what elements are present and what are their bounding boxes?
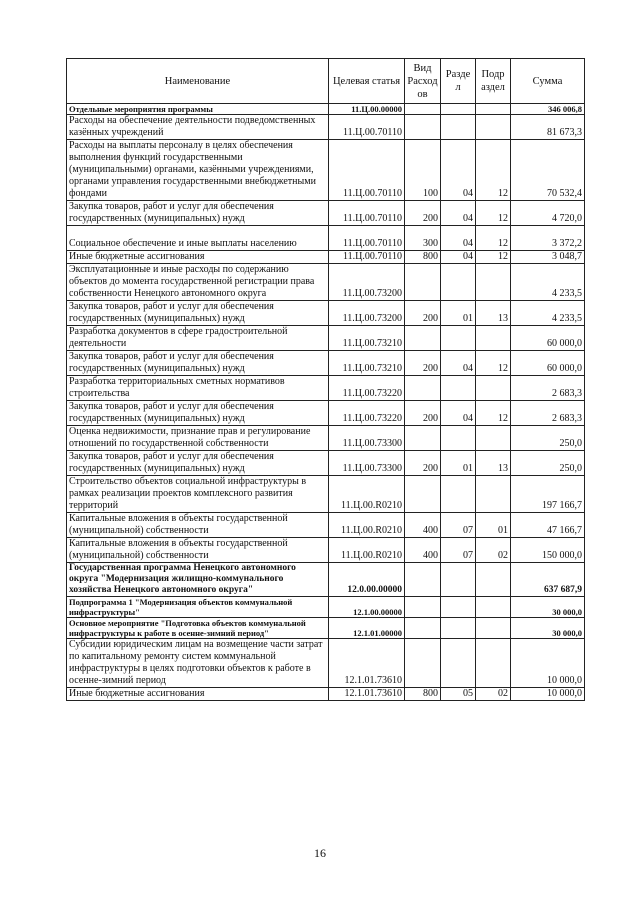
table-row <box>67 301 585 326</box>
row-sum: 250,0 <box>511 426 585 451</box>
row-target: 11.Ц.00.00000 <box>329 104 405 115</box>
row-sum: 4 720,0 <box>511 201 585 226</box>
table-body <box>67 104 585 701</box>
row-section: 01 <box>441 301 476 326</box>
table-row <box>67 426 585 451</box>
row-subsection: 12 <box>476 140 511 201</box>
row-target: 11.Ц.00.R0210 <box>329 476 405 513</box>
row-subsection: 12 <box>476 251 511 264</box>
row-sum: 637 687,9 <box>511 563 585 597</box>
row-sum: 2 683,3 <box>511 401 585 426</box>
table-row <box>67 688 585 701</box>
row-subsection <box>476 563 511 597</box>
row-section <box>441 104 476 115</box>
row-subsection: 02 <box>476 688 511 701</box>
row-expense-type <box>405 563 441 597</box>
row-target: 11.Ц.00.70110 <box>329 251 405 264</box>
row-section <box>441 264 476 301</box>
table-row <box>67 226 585 251</box>
row-name: Закупка товаров, работ и услуг для обеспечения государственных (муниципальных) нужд <box>67 351 329 376</box>
row-target: 11.Ц.00.70110 <box>329 115 405 140</box>
row-expense-type: 400 <box>405 538 441 563</box>
row-subsection: 12 <box>476 226 511 251</box>
table-row <box>67 115 585 140</box>
table-row <box>67 618 585 639</box>
row-subsection <box>476 264 511 301</box>
header-subsection: Подр аздел <box>476 59 511 104</box>
row-sum: 3 048,7 <box>511 251 585 264</box>
row-section: 07 <box>441 513 476 538</box>
row-section <box>441 376 476 401</box>
row-expense-type <box>405 326 441 351</box>
row-sum: 60 000,0 <box>511 326 585 351</box>
row-target: 11.Ц.00.73220 <box>329 376 405 401</box>
row-name: Разработка территориальных сметных нормативов строительства <box>67 376 329 401</box>
row-expense-type <box>405 426 441 451</box>
row-subsection: 13 <box>476 301 511 326</box>
row-name: Закупка товаров, работ и услуг для обеспечения государственных (муниципальных) нужд <box>67 201 329 226</box>
row-subsection <box>476 426 511 451</box>
row-target: 11.Ц.00.70110 <box>329 201 405 226</box>
row-sum: 60 000,0 <box>511 351 585 376</box>
row-expense-type: 100 <box>405 140 441 201</box>
row-subsection <box>476 476 511 513</box>
table-row <box>67 513 585 538</box>
row-sum: 4 233,5 <box>511 264 585 301</box>
row-subsection <box>476 639 511 688</box>
row-section <box>441 618 476 639</box>
row-expense-type <box>405 115 441 140</box>
row-section <box>441 597 476 618</box>
row-section: 04 <box>441 226 476 251</box>
row-sum: 81 673,3 <box>511 115 585 140</box>
row-expense-type: 300 <box>405 226 441 251</box>
row-subsection <box>476 597 511 618</box>
row-section: 04 <box>441 201 476 226</box>
row-name: Государственная программа Ненецкого автономного округа "Модернизация жилищно-коммунального хозяйства Ненецкого автономного округа" <box>67 563 329 597</box>
row-expense-type <box>405 376 441 401</box>
row-expense-type <box>405 264 441 301</box>
row-subsection <box>476 326 511 351</box>
row-target: 11.Ц.00.73200 <box>329 264 405 301</box>
table-row <box>67 104 585 115</box>
row-target: 11.Ц.00.R0210 <box>329 513 405 538</box>
row-expense-type: 200 <box>405 451 441 476</box>
row-target: 11.Ц.00.73210 <box>329 326 405 351</box>
row-name: Отдельные мероприятия программы <box>67 104 329 115</box>
row-section: 05 <box>441 688 476 701</box>
row-sum: 10 000,0 <box>511 688 585 701</box>
row-section: 04 <box>441 351 476 376</box>
row-section <box>441 639 476 688</box>
row-expense-type <box>405 597 441 618</box>
table-row <box>67 326 585 351</box>
row-sum: 197 166,7 <box>511 476 585 513</box>
row-target: 11.Ц.00.73300 <box>329 451 405 476</box>
table-row <box>67 538 585 563</box>
row-name: Закупка товаров, работ и услуг для обеспечения государственных (муниципальных) нужд <box>67 451 329 476</box>
row-expense-type <box>405 618 441 639</box>
row-subsection <box>476 376 511 401</box>
table-header-row <box>67 59 585 104</box>
row-expense-type: 200 <box>405 301 441 326</box>
row-name: Строительство объектов социальной инфраструктуры в рамках реализации проектов комплексного развития территорий <box>67 476 329 513</box>
row-target: 12.1.00.00000 <box>329 597 405 618</box>
row-name: Иные бюджетные ассигнования <box>67 688 329 701</box>
row-sum: 30 000,0 <box>511 618 585 639</box>
row-sum: 70 532,4 <box>511 140 585 201</box>
row-target: 11.Ц.00.70110 <box>329 140 405 201</box>
row-expense-type: 400 <box>405 513 441 538</box>
page-number: 16 <box>314 846 326 860</box>
row-name: Подпрограмма 1 "Модернизация объектов коммунальной инфраструктуры" <box>67 597 329 618</box>
row-name: Основное мероприятие "Подготовка объектов коммунальной инфраструктуры к работе в осенне-зимний период" <box>67 618 329 639</box>
row-sum: 2 683,3 <box>511 376 585 401</box>
row-name: Субсидии юридическим лицам на возмещение части затрат по капитальному ремонту систем коммунальной инфраструктуры в целях подготовки объектов к работе в осенне-зимний период <box>67 639 329 688</box>
row-sum: 47 166,7 <box>511 513 585 538</box>
row-section: 04 <box>441 251 476 264</box>
row-sum: 250,0 <box>511 451 585 476</box>
row-target: 12.1.01.73610 <box>329 639 405 688</box>
table-row <box>67 476 585 513</box>
row-target: 12.1.01.00000 <box>329 618 405 639</box>
header-section: Разде л <box>441 59 476 104</box>
row-sum: 10 000,0 <box>511 639 585 688</box>
row-name: Оценка недвижимости, признание прав и регулирование отношений по государственной собственности <box>67 426 329 451</box>
table-row <box>67 401 585 426</box>
row-section <box>441 115 476 140</box>
row-section <box>441 326 476 351</box>
row-subsection: 12 <box>476 351 511 376</box>
row-section <box>441 426 476 451</box>
header-sum: Сумма <box>511 59 585 104</box>
row-section <box>441 563 476 597</box>
header-name: Наименование <box>67 59 329 104</box>
row-expense-type: 200 <box>405 201 441 226</box>
row-name: Расходы на обеспечение деятельности подведомственных казённых учреждений <box>67 115 329 140</box>
row-target: 12.0.00.00000 <box>329 563 405 597</box>
table-row <box>67 351 585 376</box>
row-sum: 30 000,0 <box>511 597 585 618</box>
row-expense-type: 800 <box>405 251 441 264</box>
row-expense-type: 200 <box>405 401 441 426</box>
row-section: 04 <box>441 140 476 201</box>
row-target: 11.Ц.00.73210 <box>329 351 405 376</box>
row-name: Эксплуатационные и иные расходы по содержанию объектов до момента государственной регистрации права собственности Ненецкого автономного округа <box>67 264 329 301</box>
row-section: 04 <box>441 401 476 426</box>
row-target: 11.Ц.00.70110 <box>329 226 405 251</box>
row-subsection: 12 <box>476 401 511 426</box>
table-row <box>67 639 585 688</box>
row-sum: 346 006,8 <box>511 104 585 115</box>
row-name: Закупка товаров, работ и услуг для обеспечения государственных (муниципальных) нужд <box>67 401 329 426</box>
table-row <box>67 264 585 301</box>
row-subsection: 01 <box>476 513 511 538</box>
row-name: Иные бюджетные ассигнования <box>67 251 329 264</box>
row-name: Закупка товаров, работ и услуг для обеспечения государственных (муниципальных) нужд <box>67 301 329 326</box>
row-subsection <box>476 618 511 639</box>
table-row <box>67 376 585 401</box>
row-expense-type: 800 <box>405 688 441 701</box>
row-expense-type <box>405 476 441 513</box>
row-sum: 3 372,2 <box>511 226 585 251</box>
row-sum: 4 233,5 <box>511 301 585 326</box>
table-row <box>67 597 585 618</box>
header-expense-type: Вид Расход ов <box>405 59 441 104</box>
row-name: Капитальные вложения в объекты государственной (муниципальной) собственности <box>67 538 329 563</box>
row-target: 11.Ц.00.73300 <box>329 426 405 451</box>
row-section <box>441 476 476 513</box>
row-name: Капитальные вложения в объекты государственной (муниципальной) собственности <box>67 513 329 538</box>
row-subsection: 12 <box>476 201 511 226</box>
row-subsection <box>476 104 511 115</box>
row-subsection <box>476 115 511 140</box>
row-target: 11.Ц.00.R0210 <box>329 538 405 563</box>
row-section: 01 <box>441 451 476 476</box>
row-sum: 150 000,0 <box>511 538 585 563</box>
table-row <box>67 451 585 476</box>
budget-table <box>66 58 585 701</box>
table-row <box>67 140 585 201</box>
row-expense-type <box>405 104 441 115</box>
row-subsection: 02 <box>476 538 511 563</box>
row-target: 11.Ц.00.73200 <box>329 301 405 326</box>
row-target: 12.1.01.73610 <box>329 688 405 701</box>
row-name: Разработка документов в сфере градостроительной деятельности <box>67 326 329 351</box>
row-subsection: 13 <box>476 451 511 476</box>
row-expense-type <box>405 639 441 688</box>
row-section: 07 <box>441 538 476 563</box>
header-target: Целевая статья <box>329 59 405 104</box>
table-row <box>67 201 585 226</box>
row-name: Расходы на выплаты персоналу в целях обеспечения выполнения функций государственными (муниципальными) органами, казёнными учреждениями, органами управления государственными внебюджетными фондами <box>67 140 329 201</box>
row-target: 11.Ц.00.73220 <box>329 401 405 426</box>
table-row <box>67 563 585 597</box>
table-row <box>67 251 585 264</box>
row-expense-type: 200 <box>405 351 441 376</box>
row-name: Социальное обеспечение и иные выплаты населению <box>67 226 329 251</box>
